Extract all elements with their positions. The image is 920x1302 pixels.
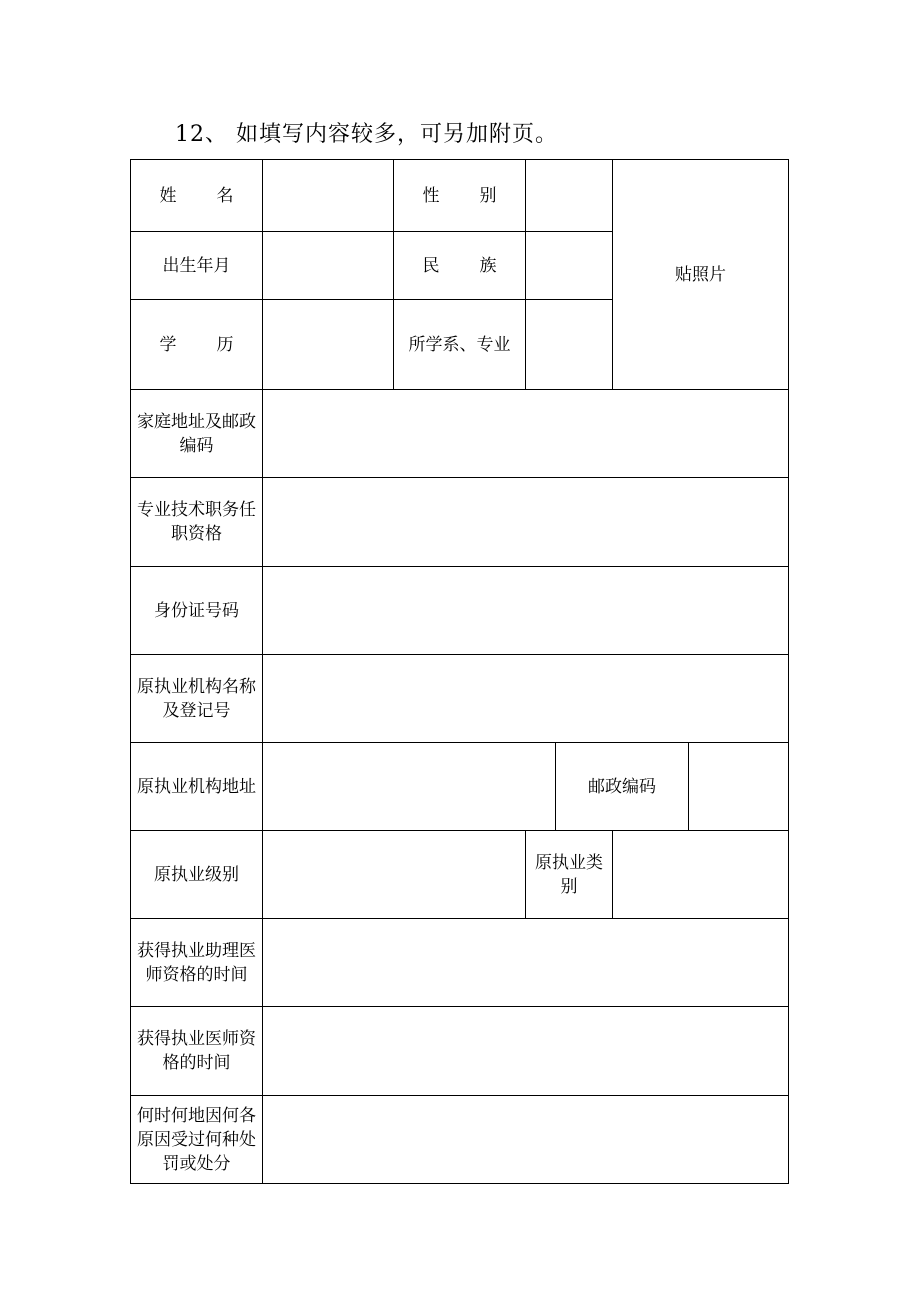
- prev-institution-address-label: 原执业机构地址: [131, 743, 263, 831]
- major-field[interactable]: [526, 300, 613, 390]
- photo-area[interactable]: [613, 160, 789, 390]
- education-label: 学 历: [131, 300, 263, 390]
- gender-field[interactable]: [526, 160, 613, 232]
- ethnicity-field[interactable]: [526, 232, 613, 300]
- ethnicity-label: 民 族: [394, 232, 526, 300]
- title-qualification-label: 专业技术职务任职资格: [131, 478, 263, 567]
- punishment-field[interactable]: [263, 1096, 789, 1184]
- postal-code-field[interactable]: [689, 743, 789, 831]
- major-label: 所学系、专业: [394, 300, 526, 390]
- physician-qualification-time-field[interactable]: [263, 1007, 789, 1096]
- id-number-field[interactable]: [263, 567, 789, 655]
- address-label: 家庭地址及邮政编码: [131, 390, 263, 478]
- prev-category-field[interactable]: [613, 831, 789, 919]
- id-number-label: 身份证号码: [131, 567, 263, 655]
- prev-institution-name-label: 原执业机构名称及登记号: [131, 655, 263, 743]
- name-label: 姓 名: [131, 160, 263, 232]
- registration-form-table: [130, 159, 789, 1184]
- prev-institution-address-field[interactable]: [263, 743, 556, 831]
- prev-level-field[interactable]: [263, 831, 526, 919]
- assistant-qualification-time-label: 获得执业助理医师资格的时间: [131, 919, 263, 1007]
- photo-label: 贴照片: [675, 264, 726, 285]
- prev-category-label: 原执业类别: [526, 831, 613, 919]
- physician-qualification-time-label: 获得执业医师资格的时间: [131, 1007, 263, 1096]
- education-field[interactable]: [263, 300, 394, 390]
- punishment-label: 何时何地因何各原因受过何种处罚或处分: [131, 1096, 263, 1184]
- assistant-qualification-time-field[interactable]: [263, 919, 789, 1007]
- title-qualification-field[interactable]: [263, 478, 789, 567]
- form-note: 12、 如填写内容较多，可另加附页。: [175, 122, 558, 147]
- address-field[interactable]: [263, 390, 789, 478]
- prev-level-label: 原执业级别: [131, 831, 263, 919]
- birth-date-field[interactable]: [263, 232, 394, 300]
- gender-label: 性 别: [394, 160, 526, 232]
- birth-date-label: 出生年月: [131, 232, 263, 300]
- prev-institution-name-field[interactable]: [263, 655, 789, 743]
- name-field[interactable]: [263, 160, 394, 232]
- postal-code-label: 邮政编码: [556, 743, 689, 831]
